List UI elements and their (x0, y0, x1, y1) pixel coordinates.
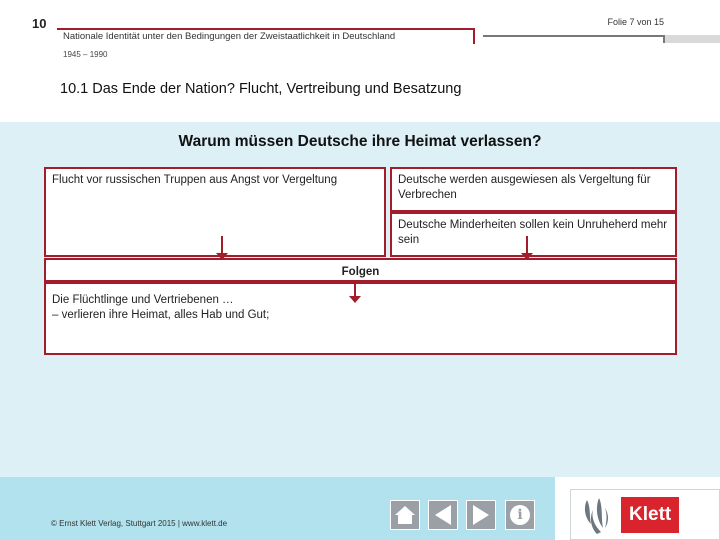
klett-logo-word: Klett (621, 497, 679, 533)
info-button[interactable] (505, 500, 535, 530)
klett-logo-mark-icon (579, 494, 615, 536)
reason-text-vergeltung: Deutsche werden ausgewiesen als Vergeltung für Verbrechen (398, 174, 651, 201)
home-button[interactable] (390, 500, 420, 530)
question-heading: Warum müssen Deutsche ihre Heimat verlassen? (178, 133, 542, 150)
reason-box-vergeltung[interactable] (390, 167, 677, 212)
chapter-period: 1945 – 1990 (63, 50, 108, 59)
consequences-intro: Die Flüchtlinge und Vertriebenen … (52, 294, 234, 306)
header-divider-tail (665, 35, 720, 43)
section-title: 10.1 Das Ende der Nation? Flucht, Vertreibung und Besatzung (60, 81, 462, 97)
info-icon: i (510, 505, 530, 525)
folgen-label: Folgen (341, 266, 380, 278)
reason-text-flucht: Flucht vor russischen Truppen aus Angst vor Vergeltung (52, 174, 338, 186)
previous-slide-button[interactable] (428, 500, 458, 530)
home-icon (395, 506, 415, 524)
arrow-left-icon (435, 505, 451, 525)
consequences-box[interactable] (44, 282, 677, 355)
klett-logo (570, 489, 720, 540)
reason-box-flucht[interactable] (44, 167, 386, 257)
reason-box-minderheiten[interactable] (390, 212, 677, 257)
copyright-text: © Ernst Klett Verlag, Stuttgart 2015 | www.klett.de (51, 519, 228, 528)
arrow-down-icon (354, 281, 356, 297)
arrow-down-icon (526, 236, 528, 254)
slide-counter: Folie 7 von 15 (607, 17, 664, 27)
header-divider-grey (483, 35, 665, 43)
chapter-number: 10 (32, 16, 47, 31)
reason-text-minderheiten: Deutsche Minderheiten sollen kein Unruheherd mehr sein (398, 219, 668, 246)
arrow-down-icon (221, 236, 223, 254)
chapter-title: Nationale Identität unter den Bedingungen der Zweistaatlichkeit in Deutschland (63, 31, 396, 42)
folgen-box (44, 258, 677, 282)
arrow-right-icon (473, 505, 489, 525)
next-slide-button[interactable] (466, 500, 496, 530)
consequences-item: – verlieren ihre Heimat, alles Hab und Gut; (52, 308, 270, 321)
